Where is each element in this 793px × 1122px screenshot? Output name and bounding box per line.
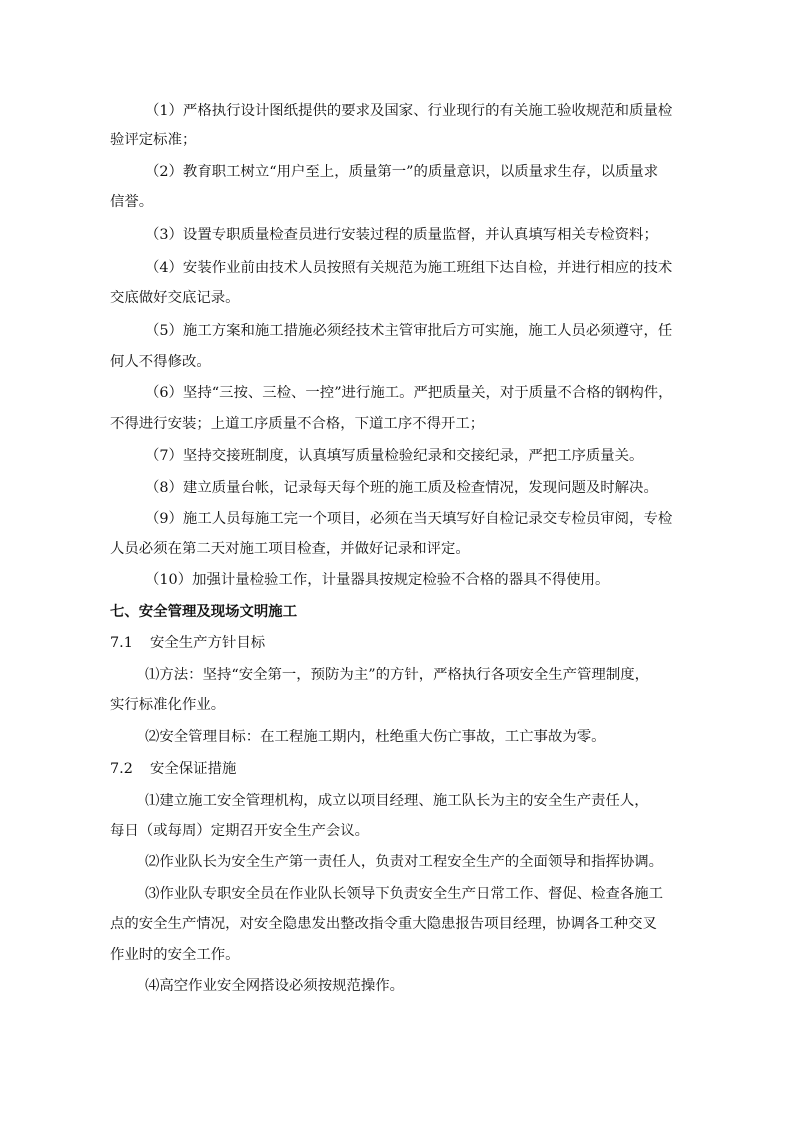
safety-measure-3-line-3: 作业时的安全工作。	[110, 947, 240, 963]
safety-measure-3-line-1: ⑶作业队专职安全员在作业队长领导下负责安全生产日常工作、督促、检查各施工	[145, 886, 664, 902]
quality-item-3: （3）设置专职质量检查员进行安装过程的质量监督，并认真填写相关专检资料；	[145, 227, 658, 243]
quality-item-6-line-1: （6）坚持“三按、三检、一控”进行施工。严把质量关，对于质量不合格的钢构件，	[145, 385, 673, 401]
safety-management-goal: ⑵安全管理目标：在工程施工期内，杜绝重大伤亡事故，工亡事故为零。	[145, 729, 606, 745]
subsection-7-2-number: 7.2	[110, 761, 133, 777]
safety-policy-method-line-1: ⑴方法：坚持“安全第一，预防为主”的方针，严格执行各项安全生产管理制度，	[145, 667, 649, 683]
quality-item-5-line-1: （5）施工方案和施工措施必须经技术主管审批后方可实施，施工人员必须遵守，任	[145, 323, 673, 339]
safety-measure-1-line-2: 每日（或每周）定期召开安全生产会议。	[110, 823, 370, 839]
quality-item-9-line-2: 人员必须在第二天对施工项目检查，并做好记录和评定。	[110, 541, 470, 557]
quality-item-9-line-1: （9）施工人员每施工完一个项目，必须在当天填写好自检记录交专检员审阅，专检	[145, 511, 673, 527]
quality-item-5-line-2: 何人不得修改。	[110, 354, 211, 370]
quality-item-1-line-1: （1）严格执行设计图纸提供的要求及国家、行业现行的有关施工验收规范和质量检	[145, 103, 673, 119]
subsection-7-2-heading	[110, 759, 236, 779]
safety-measure-1-line-1: ⑴建立施工安全管理机构，成立以项目经理、施工队长为主的安全生产责任人，	[145, 793, 649, 809]
safety-measure-2: ⑵作业队长为安全生产第一责任人，负责对工程安全生产的全面领导和指挥协调。	[145, 854, 664, 870]
subsection-7-1-title: 安全生产方针目标	[150, 635, 266, 651]
quality-item-4-line-1: （4）安装作业前由技术人员按照有关规范为施工班组下达自检，并进行相应的技术	[145, 260, 673, 276]
subsection-7-1-number: 7.1	[110, 635, 133, 651]
quality-item-1-line-2: 验评定标准；	[110, 132, 197, 148]
safety-measure-4: ⑷高空作业安全网搭设必须按规范操作。	[145, 978, 405, 994]
quality-item-10: （10）加强计量检验工作，计量器具按规定检验不合格的器具不得使用。	[145, 572, 610, 588]
quality-item-8: （8）建立质量台帐，记录每天每个班的施工质及检查情况，发现问题及时解决。	[145, 480, 658, 496]
quality-item-7: （7）坚持交接班制度，认真填写质量检验纪录和交接纪录，严把工序质量关。	[145, 448, 644, 464]
quality-item-4-line-2: 交底做好交底记录。	[110, 290, 240, 306]
subsection-7-1-heading	[110, 633, 265, 653]
section-7-heading: 七、安全管理及现场文明施工	[110, 603, 298, 620]
quality-item-6-line-2: 不得进行安装；上道工序质量不合格，下道工序不得开工；	[110, 416, 485, 432]
safety-policy-method-line-2: 实行标准化作业。	[110, 697, 226, 713]
quality-item-2-line-2: 信誉。	[110, 194, 154, 210]
safety-measure-3-line-2: 点的安全生产情况，对安全隐患发出整改指令重大隐患报告项目经理，协调各工种交叉	[110, 916, 657, 932]
subsection-7-2-title: 安全保证措施	[150, 761, 237, 777]
quality-item-2-line-1: （2）教育职工树立“用户至上，质量第一”的质量意识，以质量求生存，以质量求	[145, 164, 659, 180]
